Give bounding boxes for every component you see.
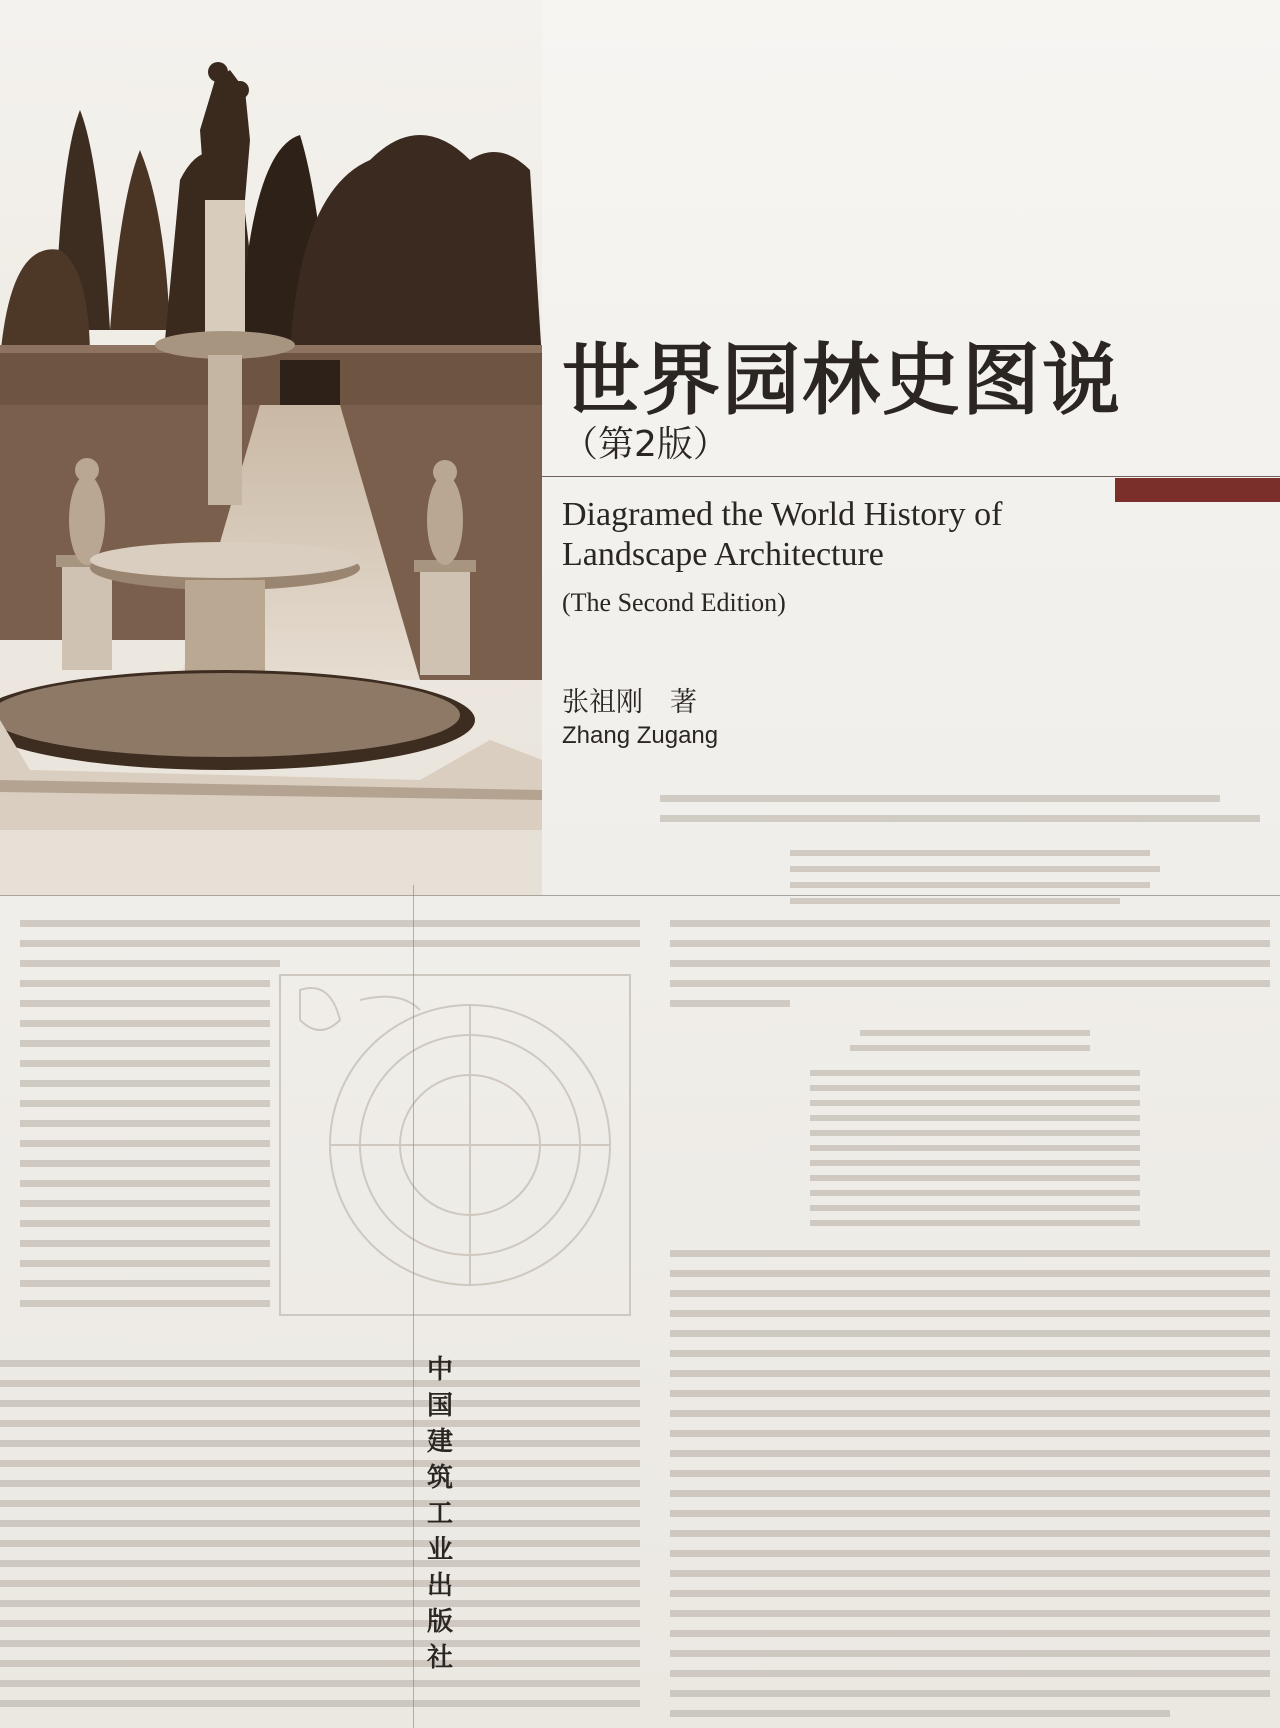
edition-chinese: （第2版）: [562, 424, 729, 465]
publisher-char: 社: [426, 1643, 453, 1673]
publisher-name: [422, 1352, 458, 1676]
publisher-char: 国: [426, 1391, 453, 1421]
divider-line: [0, 895, 1280, 896]
title-rule: [542, 476, 1280, 477]
publisher-char: 筑: [426, 1463, 453, 1493]
publisher-char: 出: [426, 1571, 453, 1601]
title-chinese: 世界园林史图说: [562, 336, 1123, 426]
author-english: Zhang Zugang: [562, 722, 719, 749]
title-english-line1: Diagramed the World History of: [562, 496, 1003, 533]
publisher-char: 版: [426, 1607, 453, 1637]
title-english: [562, 495, 1122, 575]
author-chinese: 张祖刚 著: [562, 687, 697, 718]
vertical-divider-line: [413, 885, 414, 1728]
publisher-char: 业: [426, 1535, 453, 1565]
publisher-char: 工: [426, 1499, 453, 1529]
title-english-line2: Landscape Architecture: [562, 536, 884, 573]
faded-text-texture: [0, 760, 1280, 1728]
publisher-char: 中: [426, 1355, 453, 1385]
edition-english: (The Second Edition): [562, 588, 786, 617]
publisher-char: 建: [426, 1427, 453, 1457]
background-page-texture: [0, 760, 1280, 1728]
accent-bar: [1115, 478, 1280, 502]
